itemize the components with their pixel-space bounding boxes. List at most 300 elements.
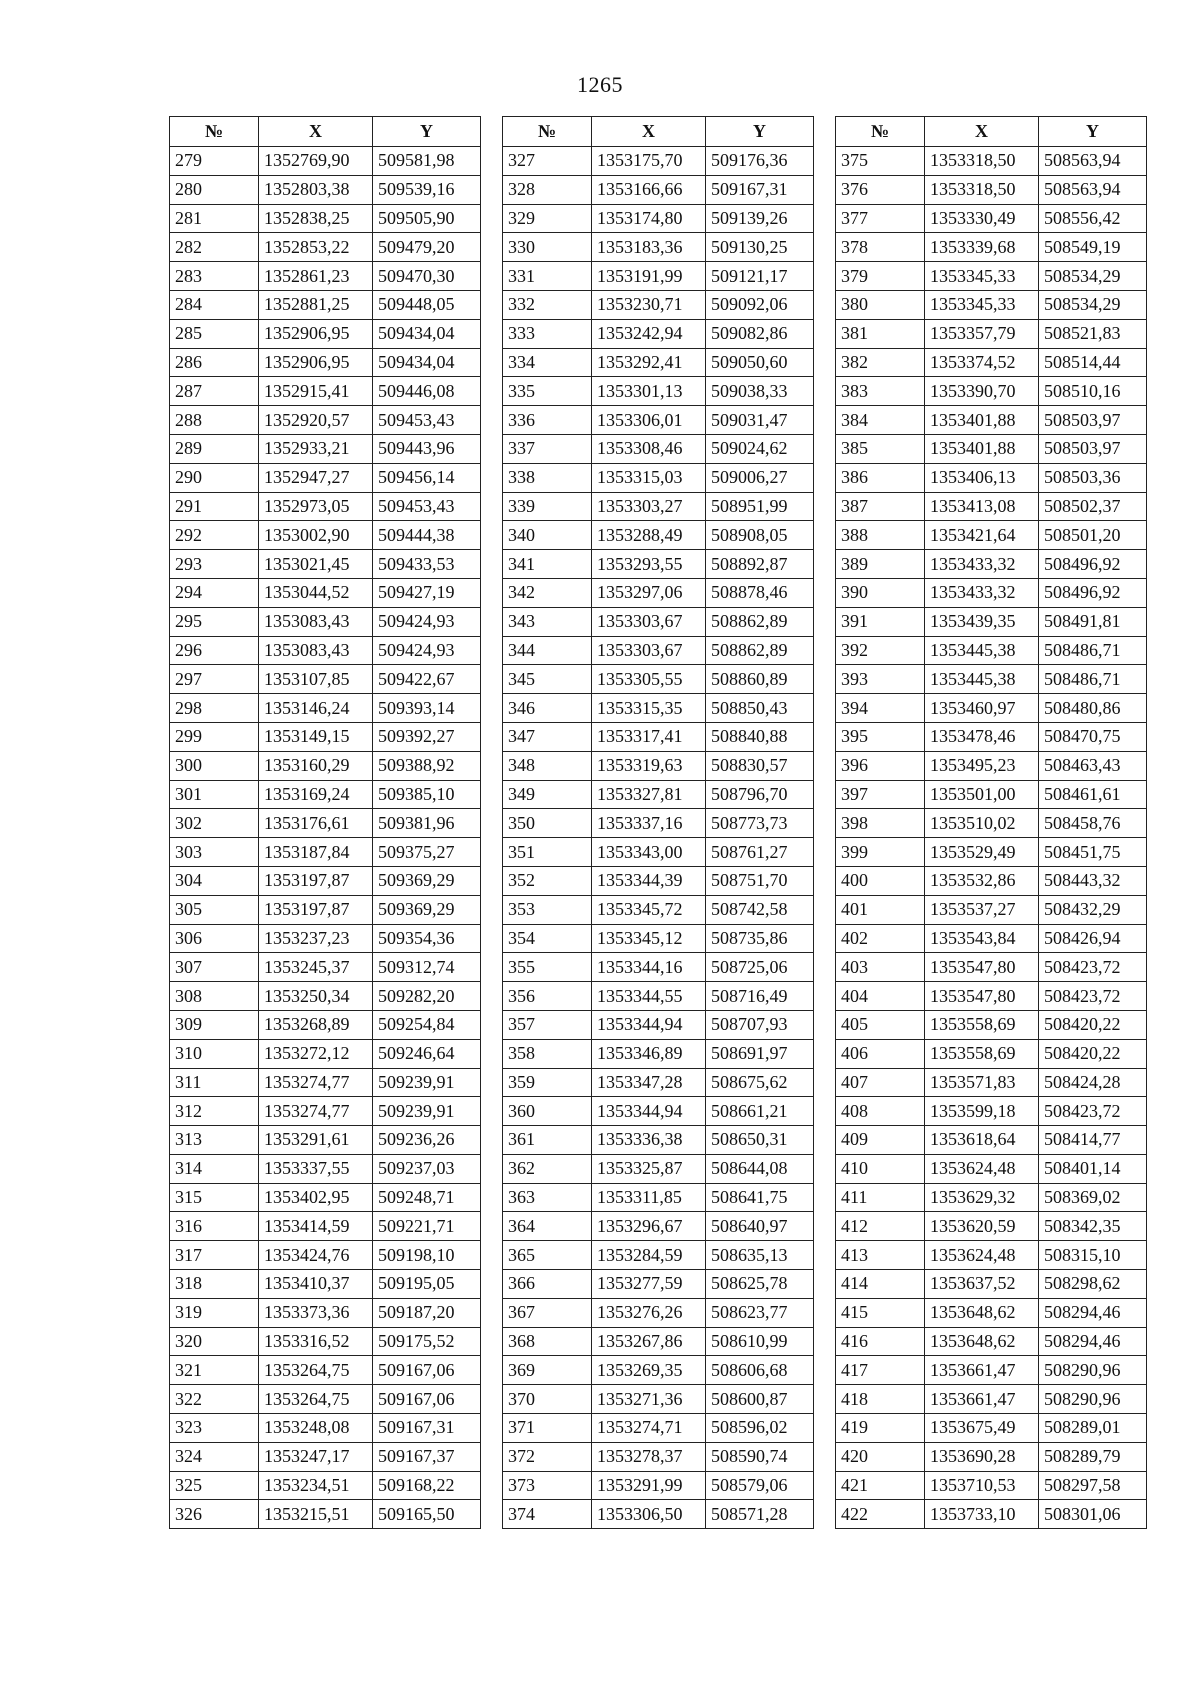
x-coordinate: 1353146,24 [259,694,373,723]
point-number: 310 [170,1039,259,1068]
y-coordinate: 508716,49 [706,982,814,1011]
x-coordinate: 1352973,05 [259,492,373,521]
point-number: 396 [836,751,925,780]
point-number: 311 [170,1068,259,1097]
x-coordinate: 1352915,41 [259,377,373,406]
table-row [170,780,481,809]
table-row [503,233,814,262]
y-coordinate: 509422,67 [373,665,481,694]
x-coordinate: 1352861,23 [259,262,373,291]
x-coordinate: 1353160,29 [259,751,373,780]
point-number: 331 [503,262,592,291]
point-number: 339 [503,492,592,521]
point-number: 392 [836,636,925,665]
x-coordinate: 1353337,16 [592,809,706,838]
table-row [836,780,1147,809]
table-row [503,1154,814,1183]
point-number: 356 [503,982,592,1011]
y-coordinate: 508426,94 [1039,924,1147,953]
table-row [836,262,1147,291]
table-row [836,694,1147,723]
point-number: 401 [836,895,925,924]
y-coordinate: 508521,83 [1039,319,1147,348]
x-coordinate: 1353421,64 [925,521,1039,550]
x-coordinate: 1353624,48 [925,1241,1039,1270]
x-coordinate: 1353733,10 [925,1500,1039,1529]
point-number: 393 [836,665,925,694]
y-coordinate: 509239,91 [373,1097,481,1126]
point-number: 404 [836,982,925,1011]
x-coordinate: 1353439,35 [925,607,1039,636]
x-coordinate: 1353344,94 [592,1010,706,1039]
point-number: 340 [503,521,592,550]
x-coordinate: 1353187,84 [259,838,373,867]
table-row [836,348,1147,377]
table-row [836,1183,1147,1212]
y-coordinate: 508563,94 [1039,147,1147,176]
x-coordinate: 1353637,52 [925,1270,1039,1299]
y-coordinate: 509427,19 [373,578,481,607]
x-coordinate: 1353303,67 [592,607,706,636]
table-row [170,636,481,665]
y-coordinate: 508892,87 [706,550,814,579]
y-coordinate: 509221,71 [373,1212,481,1241]
point-number: 312 [170,1097,259,1126]
point-number: 316 [170,1212,259,1241]
point-number: 400 [836,866,925,895]
table-row [170,521,481,550]
y-coordinate: 508486,71 [1039,636,1147,665]
y-coordinate: 508610,99 [706,1327,814,1356]
table-row [503,924,814,953]
point-number: 290 [170,463,259,492]
y-coordinate: 508623,77 [706,1298,814,1327]
x-coordinate: 1353445,38 [925,636,1039,665]
table-row [836,1010,1147,1039]
y-coordinate: 509282,20 [373,982,481,1011]
table-row [503,809,814,838]
y-coordinate: 509254,84 [373,1010,481,1039]
point-number: 399 [836,838,925,867]
y-coordinate: 509031,47 [706,406,814,435]
point-number: 337 [503,434,592,463]
y-coordinate: 509424,93 [373,607,481,636]
point-number: 364 [503,1212,592,1241]
y-coordinate: 508432,29 [1039,895,1147,924]
x-coordinate: 1353357,79 [925,319,1039,348]
table-row [170,204,481,233]
x-coordinate: 1353268,89 [259,1010,373,1039]
y-coordinate: 508315,10 [1039,1241,1147,1270]
y-coordinate: 508556,42 [1039,204,1147,233]
point-number: 334 [503,348,592,377]
y-coordinate: 508514,44 [1039,348,1147,377]
x-coordinate: 1353215,51 [259,1500,373,1529]
x-coordinate: 1353414,59 [259,1212,373,1241]
coordinates-table-3 [835,116,1147,1529]
table-row [836,463,1147,492]
y-coordinate: 508297,58 [1039,1471,1147,1500]
point-number: 361 [503,1126,592,1155]
table-row [170,406,481,435]
point-number: 281 [170,204,259,233]
x-coordinate: 1353547,80 [925,982,1039,1011]
table-row [170,953,481,982]
table-row [503,319,814,348]
point-number: 389 [836,550,925,579]
point-number: 414 [836,1270,925,1299]
table-row [836,809,1147,838]
x-coordinate: 1353339,68 [925,233,1039,262]
x-coordinate: 1353308,46 [592,434,706,463]
y-coordinate: 508641,75 [706,1183,814,1212]
table-row [170,319,481,348]
point-number: 336 [503,406,592,435]
x-coordinate: 1353529,49 [925,838,1039,867]
y-coordinate: 508503,97 [1039,406,1147,435]
table-row [503,1097,814,1126]
point-number: 325 [170,1471,259,1500]
y-coordinate: 508878,46 [706,578,814,607]
y-coordinate: 509237,03 [373,1154,481,1183]
y-coordinate: 508342,35 [1039,1212,1147,1241]
y-coordinate: 508862,89 [706,607,814,636]
point-number: 301 [170,780,259,809]
table-row [170,1500,481,1529]
point-number: 346 [503,694,592,723]
x-coordinate: 1353278,37 [592,1442,706,1471]
point-number: 327 [503,147,592,176]
x-coordinate: 1353306,01 [592,406,706,435]
x-coordinate: 1352881,25 [259,290,373,319]
x-coordinate: 1353169,24 [259,780,373,809]
point-number: 368 [503,1327,592,1356]
x-coordinate: 1353284,59 [592,1241,706,1270]
y-coordinate: 508742,58 [706,895,814,924]
table-header-row [836,117,1147,147]
table-row [503,982,814,1011]
y-coordinate: 508691,97 [706,1039,814,1068]
point-number: 388 [836,521,925,550]
table-row [503,780,814,809]
y-coordinate: 509453,43 [373,492,481,521]
table-row [836,1126,1147,1155]
y-coordinate: 508290,96 [1039,1356,1147,1385]
point-number: 416 [836,1327,925,1356]
x-coordinate: 1353276,26 [592,1298,706,1327]
y-coordinate: 508414,77 [1039,1126,1147,1155]
table-row [503,636,814,665]
y-coordinate: 508951,99 [706,492,814,521]
point-number: 342 [503,578,592,607]
table-row [170,1356,481,1385]
table-row [836,233,1147,262]
x-coordinate: 1353176,61 [259,809,373,838]
x-coordinate: 1353311,85 [592,1183,706,1212]
x-coordinate: 1353374,52 [925,348,1039,377]
table-row [503,434,814,463]
y-coordinate: 508289,01 [1039,1414,1147,1443]
point-number: 348 [503,751,592,780]
table-row [503,607,814,636]
table-row [836,722,1147,751]
x-coordinate: 1353547,80 [925,953,1039,982]
header-number: № [836,117,925,147]
x-coordinate: 1353305,55 [592,665,706,694]
table-row [836,1327,1147,1356]
table-row [503,895,814,924]
table-row [170,982,481,1011]
table-row [170,492,481,521]
x-coordinate: 1353296,67 [592,1212,706,1241]
y-coordinate: 508420,22 [1039,1010,1147,1039]
point-number: 322 [170,1385,259,1414]
point-number: 411 [836,1183,925,1212]
x-coordinate: 1352853,22 [259,233,373,262]
page-number: 1265 [577,72,623,97]
y-coordinate: 509479,20 [373,233,481,262]
x-coordinate: 1352769,90 [259,147,373,176]
table-row [503,1356,814,1385]
point-number: 333 [503,319,592,348]
x-coordinate: 1353197,87 [259,866,373,895]
x-coordinate: 1353277,59 [592,1270,706,1299]
point-number: 298 [170,694,259,723]
point-number: 355 [503,953,592,982]
point-number: 350 [503,809,592,838]
x-coordinate: 1352947,27 [259,463,373,492]
y-coordinate: 508301,06 [1039,1500,1147,1529]
table-row [170,175,481,204]
table-row [503,1126,814,1155]
point-number: 385 [836,434,925,463]
point-number: 419 [836,1414,925,1443]
table-row [170,1298,481,1327]
point-number: 397 [836,780,925,809]
point-number: 284 [170,290,259,319]
x-coordinate: 1352933,21 [259,434,373,463]
x-coordinate: 1353413,08 [925,492,1039,521]
x-coordinate: 1353445,38 [925,665,1039,694]
x-coordinate: 1353315,35 [592,694,706,723]
point-number: 324 [170,1442,259,1471]
point-number: 330 [503,233,592,262]
table-row [170,377,481,406]
point-number: 359 [503,1068,592,1097]
table-row [503,1241,814,1270]
table-row [170,809,481,838]
header-x: X [925,117,1039,147]
x-coordinate: 1353402,95 [259,1183,373,1212]
table-row [170,665,481,694]
x-coordinate: 1353618,64 [925,1126,1039,1155]
point-number: 321 [170,1356,259,1385]
table-row [503,175,814,204]
x-coordinate: 1353264,75 [259,1356,373,1385]
point-number: 286 [170,348,259,377]
x-coordinate: 1353107,85 [259,665,373,694]
x-coordinate: 1353269,35 [592,1356,706,1385]
y-coordinate: 508796,70 [706,780,814,809]
point-number: 367 [503,1298,592,1327]
x-coordinate: 1353336,38 [592,1126,706,1155]
point-number: 418 [836,1385,925,1414]
x-coordinate: 1353291,61 [259,1126,373,1155]
point-number: 329 [503,204,592,233]
y-coordinate: 509392,27 [373,722,481,751]
y-coordinate: 509082,86 [706,319,814,348]
y-coordinate: 508549,19 [1039,233,1147,262]
table-row [836,434,1147,463]
table-row [503,550,814,579]
table-row [836,895,1147,924]
table-row [503,694,814,723]
y-coordinate: 509456,14 [373,463,481,492]
x-coordinate: 1353401,88 [925,406,1039,435]
point-number: 357 [503,1010,592,1039]
y-coordinate: 509443,96 [373,434,481,463]
table-row [836,492,1147,521]
table-row [836,204,1147,233]
point-number: 362 [503,1154,592,1183]
point-number: 287 [170,377,259,406]
y-coordinate: 509369,29 [373,895,481,924]
y-coordinate: 508294,46 [1039,1327,1147,1356]
table-row [170,578,481,607]
x-coordinate: 1353345,33 [925,262,1039,291]
point-number: 315 [170,1183,259,1212]
x-coordinate: 1353571,83 [925,1068,1039,1097]
header-number: № [170,117,259,147]
table-row [170,1471,481,1500]
table-row [503,1039,814,1068]
x-coordinate: 1353345,12 [592,924,706,953]
x-coordinate: 1353021,45 [259,550,373,579]
y-coordinate: 508423,72 [1039,982,1147,1011]
y-coordinate: 508860,89 [706,665,814,694]
header-y: Y [373,117,481,147]
point-number: 405 [836,1010,925,1039]
point-number: 403 [836,953,925,982]
point-number: 323 [170,1414,259,1443]
x-coordinate: 1353293,55 [592,550,706,579]
point-number: 344 [503,636,592,665]
y-coordinate: 509248,71 [373,1183,481,1212]
table-row [503,463,814,492]
table-row [503,866,814,895]
y-coordinate: 508606,68 [706,1356,814,1385]
point-number: 309 [170,1010,259,1039]
y-coordinate: 509168,22 [373,1471,481,1500]
y-coordinate: 509388,92 [373,751,481,780]
point-number: 303 [170,838,259,867]
x-coordinate: 1353315,03 [592,463,706,492]
x-coordinate: 1353166,66 [592,175,706,204]
x-coordinate: 1353346,89 [592,1039,706,1068]
y-coordinate: 508590,74 [706,1442,814,1471]
x-coordinate: 1353044,52 [259,578,373,607]
y-coordinate: 509448,05 [373,290,481,319]
y-coordinate: 509434,04 [373,348,481,377]
y-coordinate: 509038,33 [706,377,814,406]
table-row [170,1442,481,1471]
table-row [503,1212,814,1241]
table-row [836,147,1147,176]
x-coordinate: 1353345,33 [925,290,1039,319]
table-row [170,1097,481,1126]
y-coordinate: 509024,62 [706,434,814,463]
x-coordinate: 1353237,23 [259,924,373,953]
x-coordinate: 1353175,70 [592,147,706,176]
point-number: 413 [836,1241,925,1270]
coordinates-table-1 [169,116,481,1529]
table-row [503,1500,814,1529]
point-number: 297 [170,665,259,694]
y-coordinate: 508424,28 [1039,1068,1147,1097]
table-row [170,348,481,377]
x-coordinate: 1353317,41 [592,722,706,751]
x-coordinate: 1353297,06 [592,578,706,607]
table-row [503,1327,814,1356]
x-coordinate: 1353406,13 [925,463,1039,492]
point-number: 352 [503,866,592,895]
point-number: 279 [170,147,259,176]
table-row [836,1471,1147,1500]
x-coordinate: 1353245,37 [259,953,373,982]
point-number: 363 [503,1183,592,1212]
x-coordinate: 1353267,86 [592,1327,706,1356]
point-number: 415 [836,1298,925,1327]
y-coordinate: 508510,16 [1039,377,1147,406]
table-row [836,1097,1147,1126]
table-row [503,262,814,291]
table-row [170,722,481,751]
y-coordinate: 509167,37 [373,1442,481,1471]
table-row [503,578,814,607]
point-number: 280 [170,175,259,204]
point-number: 369 [503,1356,592,1385]
header-number: № [503,117,592,147]
y-coordinate: 509539,16 [373,175,481,204]
x-coordinate: 1353330,49 [925,204,1039,233]
table-row [503,722,814,751]
x-coordinate: 1353620,59 [925,1212,1039,1241]
y-coordinate: 509446,08 [373,377,481,406]
point-number: 296 [170,636,259,665]
point-number: 332 [503,290,592,319]
x-coordinate: 1353242,94 [592,319,706,348]
y-coordinate: 509167,06 [373,1356,481,1385]
point-number: 304 [170,866,259,895]
y-coordinate: 509236,26 [373,1126,481,1155]
table-row [503,348,814,377]
x-coordinate: 1353690,28 [925,1442,1039,1471]
y-coordinate: 509434,04 [373,319,481,348]
y-coordinate: 509369,29 [373,866,481,895]
y-coordinate: 508563,94 [1039,175,1147,204]
y-coordinate: 508534,29 [1039,262,1147,291]
point-number: 313 [170,1126,259,1155]
coordinates-table-2 [502,116,814,1529]
y-coordinate: 508420,22 [1039,1039,1147,1068]
table-row [836,175,1147,204]
point-number: 300 [170,751,259,780]
table-row [503,665,814,694]
x-coordinate: 1353401,88 [925,434,1039,463]
table-row [836,1385,1147,1414]
x-coordinate: 1353303,67 [592,636,706,665]
y-coordinate: 508480,86 [1039,694,1147,723]
